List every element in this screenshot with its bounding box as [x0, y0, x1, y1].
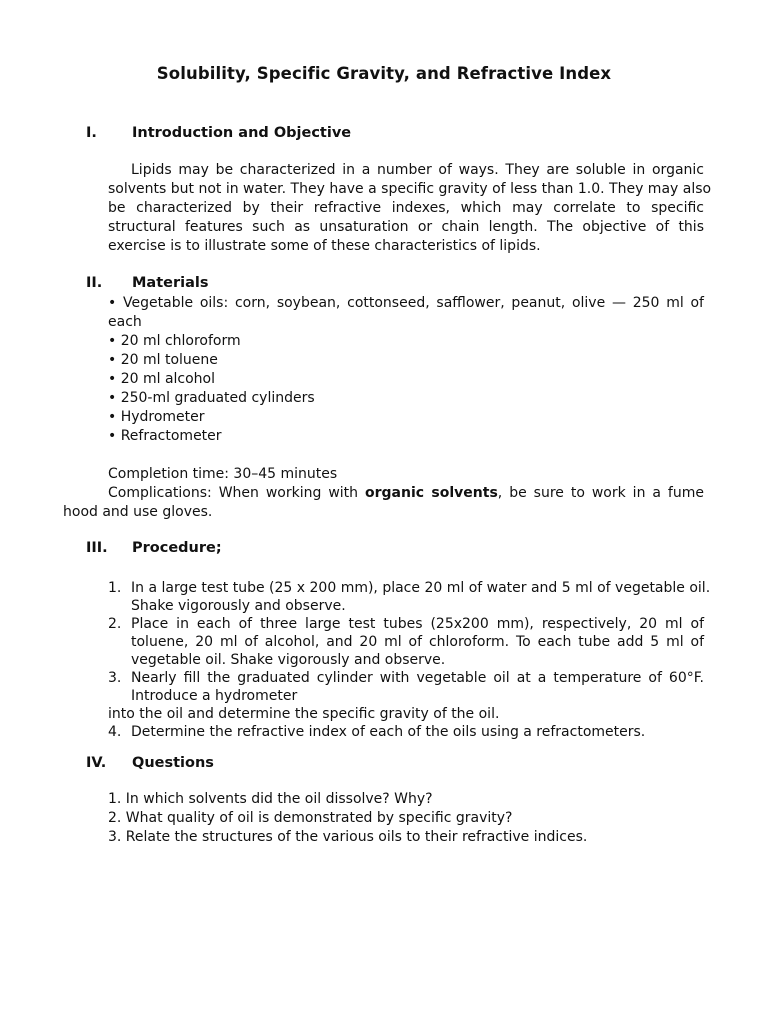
- section-title: Questions: [132, 755, 214, 771]
- complications-suffix: , be sure to work in a fume: [497, 485, 704, 501]
- list-item: • 250-ml graduated cylinders: [108, 390, 315, 406]
- complications-emphasis: organic solvents: [365, 485, 498, 501]
- paragraph-line: be characterized by their refractive indexes, which may correlate to specific: [108, 200, 704, 216]
- materials-list: [108, 294, 704, 446]
- step-line: Nearly fill the graduated cylinder with vegetable oil at a temperature of 60°F.: [131, 670, 704, 686]
- list-item: • 20 ml alcohol: [108, 371, 216, 387]
- completion-time: Completion time: 30–45 minutes: [108, 466, 338, 482]
- intro-paragraph: [108, 161, 712, 256]
- step-number: 3.: [108, 670, 122, 686]
- list-item: 1. In which solvents did the oil dissolve? Why?: [108, 791, 433, 807]
- section-number: IV.: [86, 755, 107, 771]
- page-title: Solubility, Specific Gravity, and Refractive Index: [156, 64, 612, 83]
- paragraph-line: solvents but not in water. They have a specific gravity of less than 1.0. They may also: [108, 181, 712, 197]
- section-number: III.: [86, 540, 108, 556]
- list-item: • Hydrometer: [108, 409, 205, 425]
- procedure-list: [108, 579, 711, 741]
- list-item: 2. What quality of oil is demonstrated by specific gravity?: [108, 810, 513, 826]
- section-heading-intro: [86, 125, 486, 145]
- step-number: 1.: [108, 580, 122, 596]
- paragraph-line: Lipids may be characterized in a number of ways. They are soluble in organic: [131, 162, 704, 178]
- list-item: • 20 ml toluene: [108, 352, 218, 368]
- step-line: Shake vigorously and observe.: [131, 598, 346, 614]
- procedure-step: [108, 669, 704, 723]
- step-line: Place in each of three large test tubes (25x200 mm), respectively, 20 ml of: [131, 616, 704, 632]
- procedure-step: [108, 579, 711, 615]
- section-title: Introduction and Objective: [132, 125, 352, 141]
- list-item: each: [108, 314, 142, 330]
- step-line: into the oil and determine the specific gravity of the oil.: [108, 706, 500, 722]
- paragraph-line: exercise is to illustrate some of these characteristics of lipids.: [108, 238, 541, 254]
- complications-text: [108, 484, 704, 503]
- list-item: 3. Relate the structures of the various oils to their refractive indices.: [108, 829, 588, 845]
- step-number: 2.: [108, 616, 122, 632]
- section-number: II.: [86, 275, 103, 291]
- section-title: Materials: [132, 275, 209, 291]
- complications-line: [108, 484, 704, 503]
- section-heading-procedure: [86, 540, 486, 560]
- list-item: • Refractometer: [108, 428, 222, 444]
- step-line: Determine the refractive index of each of the oils using a refractometers.: [131, 724, 646, 740]
- complications-continuation: hood and use gloves.: [63, 504, 213, 520]
- procedure-step: [108, 615, 704, 669]
- complications-prefix: Complications: When working with: [108, 485, 365, 501]
- procedure-step: [108, 723, 704, 741]
- step-line: vegetable oil. Shake vigorously and observe.: [131, 652, 446, 668]
- section-number: I.: [86, 125, 97, 141]
- section-heading-materials: [86, 275, 486, 295]
- step-line: In a large test tube (25 x 200 mm), place 20 ml of water and 5 ml of vegetable oil.: [131, 580, 711, 596]
- list-item: • 20 ml chloroform: [108, 333, 241, 349]
- section-title: Procedure;: [132, 540, 222, 556]
- section-heading-questions: [86, 755, 486, 775]
- questions-list: [108, 790, 587, 847]
- list-item: • Vegetable oils: corn, soybean, cottonseed, safflower, peanut, olive — 250 ml of: [108, 295, 704, 311]
- paragraph-line: structural features such as unsaturation or chain length. The objective of this: [108, 219, 704, 235]
- step-line: toluene, 20 ml of alcohol, and 20 ml of chloroform. To each tube add 5 ml of: [131, 634, 704, 650]
- step-line: Introduce a hydrometer: [131, 688, 298, 704]
- step-number: 4.: [108, 724, 122, 740]
